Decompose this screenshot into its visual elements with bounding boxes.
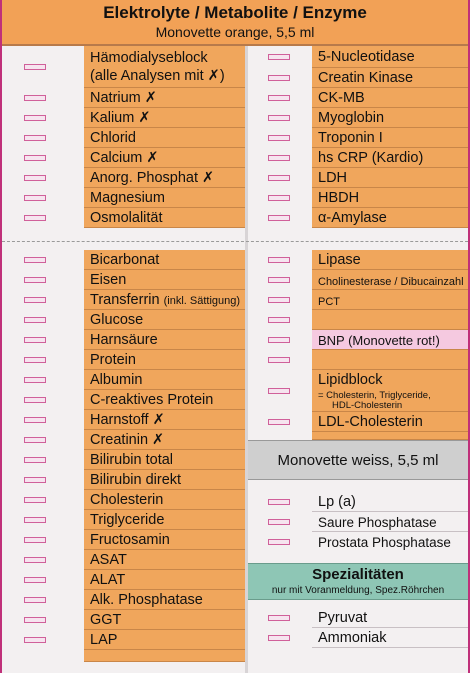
test-label: Lipidblock — [318, 372, 383, 388]
checkbox-marker[interactable] — [268, 135, 290, 141]
checkbox-marker[interactable] — [268, 357, 290, 363]
test-row[interactable] — [248, 492, 468, 512]
test-label: HBDH — [318, 190, 360, 206]
test-row[interactable] — [2, 370, 245, 390]
test-row[interactable] — [248, 148, 468, 168]
test-label: Lp (a) — [318, 494, 356, 510]
checkbox-marker[interactable] — [268, 419, 290, 425]
white-tube-title: Monovette weiss, 5,5 ml — [277, 452, 439, 469]
test-row[interactable] — [2, 250, 245, 270]
checkbox-marker[interactable] — [268, 155, 290, 161]
test-row[interactable] — [2, 430, 245, 450]
checkbox-marker[interactable] — [24, 175, 46, 181]
checkbox-marker[interactable] — [268, 388, 290, 394]
test-row[interactable] — [248, 208, 468, 228]
test-label: Eisen — [90, 272, 127, 288]
test-label: Fructosamin — [90, 532, 170, 548]
test-row[interactable] — [2, 610, 245, 630]
test-label: Prostata Phosphatase — [318, 535, 451, 550]
test-note: = Cholesterin, Triglyceride, — [318, 390, 431, 401]
test-label: Kalium ✗ — [90, 110, 151, 126]
checkbox-marker[interactable] — [24, 577, 46, 583]
section-subtitle: Monovette orange, 5,5 ml — [155, 24, 315, 40]
checkbox-marker[interactable] — [268, 75, 290, 81]
checkbox-marker[interactable] — [268, 539, 290, 545]
test-label: C-reaktives Protein — [90, 392, 214, 408]
test-row[interactable] — [248, 532, 468, 552]
test-row[interactable] — [2, 88, 245, 108]
test-row[interactable] — [2, 490, 245, 510]
test-row[interactable] — [248, 412, 468, 432]
empty-row — [2, 650, 245, 662]
checkbox-marker[interactable] — [24, 597, 46, 603]
test-label: LDH — [318, 170, 348, 186]
test-row[interactable] — [248, 68, 468, 88]
test-row[interactable] — [2, 510, 245, 530]
checkbox-marker[interactable] — [24, 517, 46, 523]
test-label: Bilirubin direkt — [90, 472, 182, 488]
special-title: Spezialitäten — [312, 566, 404, 583]
test-label: Harnsäure — [90, 332, 158, 348]
test-label: ASAT — [90, 552, 127, 568]
test-label: Ammoniak — [318, 630, 387, 646]
checkbox-marker[interactable] — [24, 115, 46, 121]
checkbox-marker[interactable] — [268, 215, 290, 221]
test-label: BNP (Monovette rot!) — [318, 333, 440, 348]
checkbox-marker[interactable] — [24, 155, 46, 161]
test-row[interactable] — [2, 350, 245, 370]
test-label: Creatin Kinase — [318, 70, 414, 86]
checkbox-marker[interactable] — [268, 115, 290, 121]
test-row-transferrin[interactable] — [2, 290, 245, 310]
checkbox-marker[interactable] — [24, 297, 46, 303]
checkbox-marker[interactable] — [268, 257, 290, 263]
checkbox-marker[interactable] — [268, 317, 290, 323]
checkbox-marker[interactable] — [268, 615, 290, 621]
test-row[interactable] — [2, 590, 245, 610]
test-row[interactable] — [248, 250, 468, 270]
test-label: PCT — [318, 296, 340, 308]
test-label: Osmolalität — [90, 210, 163, 226]
white-tube-list — [248, 480, 468, 552]
test-row[interactable] — [2, 270, 245, 290]
test-label: Cholinesterase / Dibucainzahl — [318, 276, 464, 288]
test-row[interactable] — [2, 550, 245, 570]
checkbox-marker[interactable] — [24, 497, 46, 503]
test-row[interactable] — [248, 290, 468, 310]
test-label: α-Amylase — [318, 210, 387, 226]
test-note: (inkl. Sättigung) — [163, 295, 241, 307]
test-row-lipidblock[interactable] — [248, 370, 468, 412]
test-label: hs CRP (Kardio) — [318, 150, 424, 166]
empty-row[interactable] — [248, 310, 468, 330]
checkbox-marker[interactable] — [268, 297, 290, 303]
test-row[interactable] — [2, 148, 245, 168]
test-label: Albumin — [90, 372, 143, 388]
test-row[interactable] — [2, 410, 245, 430]
checkbox-marker[interactable] — [24, 557, 46, 563]
test-row[interactable] — [248, 628, 468, 648]
checkbox-marker[interactable] — [24, 277, 46, 283]
dashed-divider — [2, 241, 468, 242]
checkbox-marker[interactable] — [24, 257, 46, 263]
checkbox-marker[interactable] — [24, 457, 46, 463]
test-row[interactable] — [248, 88, 468, 108]
left-column-top — [2, 46, 245, 228]
test-row[interactable] — [248, 512, 468, 532]
checkbox-marker[interactable] — [24, 617, 46, 623]
checkbox-marker[interactable] — [268, 277, 290, 283]
test-row[interactable] — [2, 470, 245, 490]
checkbox-marker[interactable] — [268, 519, 290, 525]
test-label: GGT — [90, 612, 122, 628]
test-label: LAP — [90, 632, 118, 648]
test-label: ALAT — [90, 572, 126, 588]
test-label: Lipase — [318, 252, 361, 268]
test-label: Saure Phosphatase — [318, 515, 437, 530]
left-column-bottom — [2, 250, 245, 662]
section-title: Elektrolyte / Metabolite / Enzyme — [103, 3, 367, 22]
test-label: Triglyceride — [90, 512, 165, 528]
checkbox-marker[interactable] — [24, 317, 46, 323]
empty-row[interactable] — [248, 350, 468, 370]
checkbox-marker[interactable] — [24, 135, 46, 141]
test-row[interactable] — [2, 450, 245, 470]
right-column-top — [248, 46, 468, 228]
checkbox-marker[interactable] — [268, 635, 290, 641]
test-row[interactable] — [2, 168, 245, 188]
checkbox-marker[interactable] — [268, 337, 290, 343]
checkbox-marker[interactable] — [268, 499, 290, 505]
checkbox-marker[interactable] — [24, 477, 46, 483]
test-row[interactable] — [2, 530, 245, 550]
checkbox-marker[interactable] — [24, 377, 46, 383]
test-label: Creatinin ✗ — [90, 432, 165, 448]
test-label: Pyruvat — [318, 610, 368, 626]
test-row[interactable] — [248, 168, 468, 188]
test-row[interactable] — [2, 310, 245, 330]
checkbox-marker[interactable] — [24, 215, 46, 221]
test-label: Troponin I — [318, 130, 383, 146]
checkbox-marker[interactable] — [268, 195, 290, 201]
special-header — [248, 563, 468, 600]
checkbox-marker[interactable] — [268, 54, 290, 60]
empty-row — [248, 432, 468, 440]
test-row[interactable] — [248, 188, 468, 208]
test-row[interactable] — [248, 46, 468, 68]
test-label: Harnstoff ✗ — [90, 412, 165, 428]
test-label: Bicarbonat — [90, 252, 160, 268]
test-row[interactable] — [248, 608, 468, 628]
checkbox-marker[interactable] — [268, 95, 290, 101]
test-label: Glucose — [90, 312, 144, 328]
checkbox-marker[interactable] — [24, 337, 46, 343]
test-label: Alk. Phosphatase — [90, 592, 203, 608]
checkbox-marker[interactable] — [268, 175, 290, 181]
checkbox-marker[interactable] — [24, 95, 46, 101]
test-row[interactable] — [2, 630, 245, 650]
test-row-haemodialyse[interactable] — [2, 46, 245, 88]
test-label: Natrium ✗ — [90, 90, 157, 106]
test-row[interactable] — [248, 108, 468, 128]
test-label: Transferrin — [90, 292, 160, 308]
test-label: Protein — [90, 352, 136, 368]
checkbox-marker[interactable] — [24, 195, 46, 201]
test-row[interactable] — [2, 208, 245, 228]
checkbox-marker[interactable] — [24, 64, 46, 70]
test-row[interactable] — [2, 330, 245, 350]
test-label: CK-MB — [318, 90, 365, 106]
test-label: Magnesium — [90, 190, 165, 206]
checkbox-marker[interactable] — [24, 537, 46, 543]
white-tube-header — [248, 440, 468, 480]
test-note: HDL-Cholesterin — [332, 400, 403, 411]
test-row[interactable] — [2, 570, 245, 590]
right-column-bottom — [248, 250, 468, 440]
test-label: Hämodialyseblock — [90, 50, 208, 66]
checkbox-marker[interactable] — [24, 417, 46, 423]
test-sublabel: (alle Analysen mit ✗) — [90, 68, 225, 84]
test-label: Calcium ✗ — [90, 150, 159, 166]
checkbox-marker[interactable] — [24, 397, 46, 403]
test-row[interactable] — [248, 128, 468, 148]
checkbox-marker[interactable] — [24, 357, 46, 363]
special-subtitle: nur mit Voranmeldung, Spez.Röhrchen — [271, 585, 445, 596]
test-row-bnp[interactable] — [248, 330, 468, 350]
test-row[interactable] — [2, 108, 245, 128]
test-row[interactable] — [2, 188, 245, 208]
section-header — [2, 0, 468, 46]
checkbox-marker[interactable] — [24, 437, 46, 443]
test-label: LDL-Cholesterin — [318, 414, 423, 430]
test-label: Myoglobin — [318, 110, 385, 126]
test-row[interactable] — [248, 270, 468, 290]
special-list — [248, 600, 468, 648]
test-row[interactable] — [2, 390, 245, 410]
test-label: 5-Nucleotidase — [318, 49, 415, 65]
test-label: Anorg. Phosphat ✗ — [90, 170, 215, 186]
test-label: Cholesterin — [90, 492, 164, 508]
test-row[interactable] — [2, 128, 245, 148]
test-label: Chlorid — [90, 130, 136, 146]
test-label: Bilirubin total — [90, 452, 174, 468]
checkbox-marker[interactable] — [24, 637, 46, 643]
